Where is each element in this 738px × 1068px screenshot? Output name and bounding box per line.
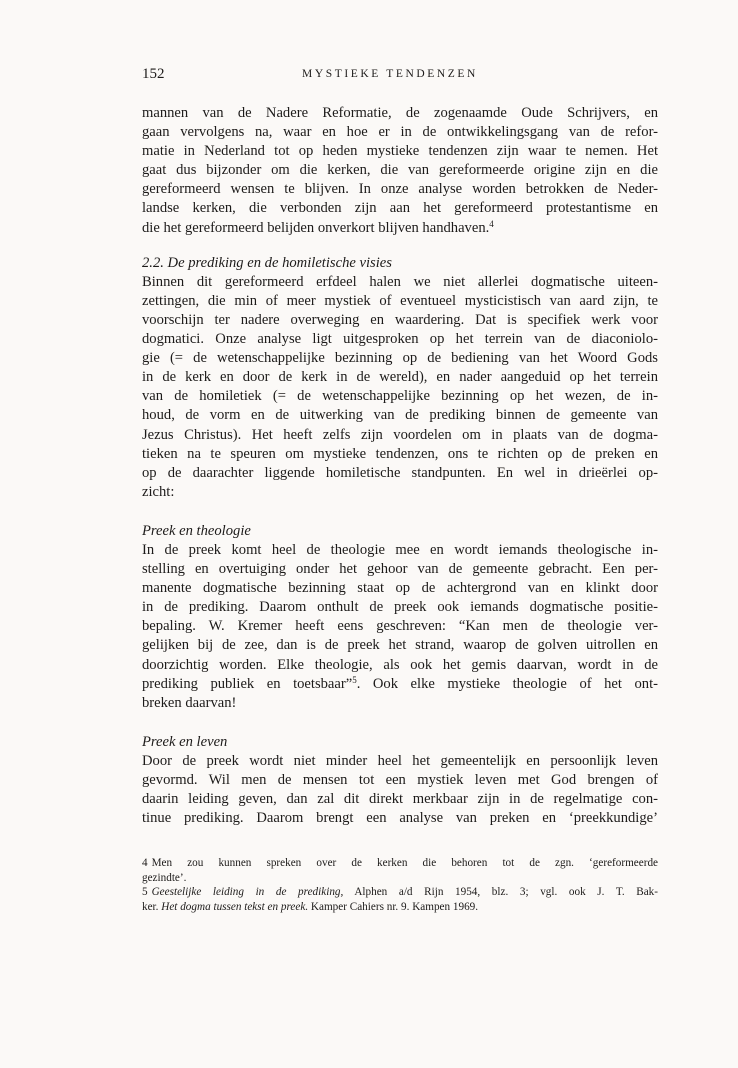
text-line: gie (= de wetenschappelijke bezinning op de bediening van het Woord Gods [142,350,658,367]
line-text: die het gereformeerd belijden onverkort blijven handhaven. [142,219,490,236]
text-line: tinue prediking. Daarom brengt een analyse van preken en ‘preekkundige’ [142,810,658,827]
text-line: tieken na te speuren om mystieke tendenzen, ons te richten op de preken en [142,445,658,462]
text-line [142,675,658,694]
text-line: gevormd. Wil men de mensen tot een mystiek leven met God brengen of [142,772,658,788]
subsection-heading-theologie: Preek en theologie [142,522,251,539]
text-line: voorschijn ter nadere overweging en waardering. Dat is specifiek werk voor [142,311,658,328]
text-line: Door de preek wordt niet minder heel het gemeentelijk en persoonlijk leven [142,752,658,769]
footnote-5-continued [142,900,658,915]
text-line: breken daarvan! [142,694,237,711]
text-line: houd, de vorm en de uitwerking van de prediking binnen de gemeente van [142,407,658,424]
running-title: MYSTIEKE TENDENZEN [302,68,478,80]
text-line: zicht: [142,483,175,500]
text-line: bepaling. W. Kremer heeft eens geschreven: “Kan men de theologie ver- [142,618,658,635]
footnote-ref-5: 5 [352,674,357,685]
text-line: gereformeerd wensen te blijven. In onze analyse worden betrokken de Neder- [142,181,658,198]
text-line: dogmatici. Onze analyse ligt uitgesproken op het terrein van de diaconiolo- [142,331,658,348]
text-line: van de homiletiek (= de wetenschappelijke bezinning op het wezen, de in- [142,388,658,405]
text-line: Binnen dit gereformeerd erfdeel halen we niet allerlei dogmatische uiteen- [142,273,658,290]
text-line: In de preek komt heel de theologie mee en wordt iemands theologische in- [142,541,658,558]
text-line: gaan vervolgens na, waar en hoe er in de ontwikkelingsgang van de refor- [142,124,658,141]
text-line: landse kerken, die verbonden zijn aan het gereformeerd protestantisme en [142,200,658,217]
intro-paragraph [142,104,658,238]
leven-paragraph [142,752,658,828]
text-line: manente dogmatische bezinning staat op de achtergrond van en klinkt door [142,580,658,597]
theologie-paragraph [142,541,658,713]
footnote-number: 4 [142,857,148,869]
text-line: zettingen, die min of meer mystiek of eventueel mysticistisch van aard zijn, te [142,292,658,309]
text-line: in de prediking. Daarom onthult de preek ook iemands dogmatische positie- [142,599,658,616]
footnote-text: ker. [142,900,162,913]
text-line: in de kerk en door de kerk in de wereld), en nader aangeduid op het terrein [142,369,658,386]
page-number: 152 [142,66,165,82]
footnote-text: Men zou kunnen spreken over de kerken die behoren tot de zgn. ‘gereformeerde [151,857,658,869]
line-text: prediking publiek en toetsbaar” [142,675,353,692]
text-line: doorzichtig worden. Elke theologie, als ook het gemis daarvan, wordt in de [142,656,658,673]
text-line: daarin leiding geven, dan zal dit direkt merkbaar zijn in de regelmatige con- [142,791,658,808]
text-line: op de daarachter liggende homiletische standpunten. En wel in drieërlei op- [142,464,658,481]
footnote-number: 5 [142,886,148,898]
section-heading: 2.2. De prediking en de homiletische visies [142,254,392,271]
text-line: matie in Nederland tot op heden mystieke tendenzen zijn waar te nemen. Het [142,143,658,160]
cited-title: Geestelijke leiding in de prediking, [151,886,344,898]
footnote-text: Kamper Cahiers nr. 9. Kampen 1969. [308,900,479,913]
footnote-5 [142,885,658,900]
page-header [142,66,662,88]
footnote-ref-4: 4 [489,218,494,229]
text-line [142,219,658,238]
text-line: mannen van de Nadere Reformatie, de zogenaamde Oude Schrijvers, en [142,105,658,121]
text-line: gelijken bij de zee, dan is de preek het strand, waarop de golven uitrollen en [142,637,658,654]
section-paragraph [142,273,658,502]
text-line: stelling en overtuiging onder het gehoor van de gemeente gebracht. Een per- [142,561,658,578]
line-text: . Ook elke mystieke theologie of het ont- [356,675,658,692]
footnote-text: Alphen a/d Rijn 1954, blz. 3; vgl. ook J. T. Bak- [343,886,658,898]
footnote-4-continued: gezindte’. [142,871,187,884]
body-text [142,104,658,828]
footnote-4 [142,856,658,871]
text-line: Jezus Christus). Het heeft zelfs zijn voordelen om in plaats van de dogma- [142,426,658,443]
footnotes [142,856,658,914]
text-line: gaat dus bijzonder om die kerken, die van gereformeerde origine zijn en die [142,162,658,179]
cited-title: Het dogma tussen tekst en preek. [161,900,309,913]
subsection-heading-leven: Preek en leven [142,733,228,750]
